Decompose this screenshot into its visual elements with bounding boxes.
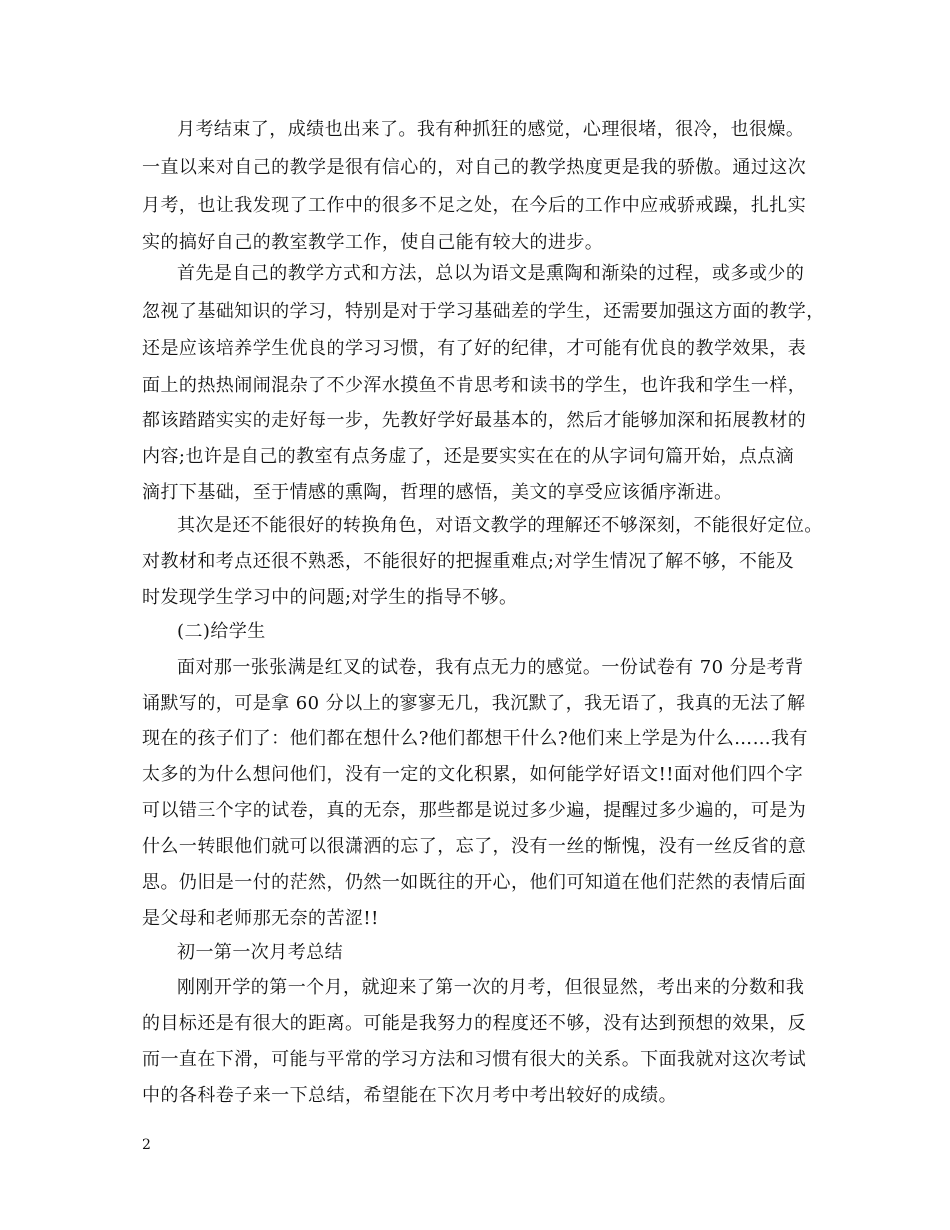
- text-line: 首先是自己的教学方式和方法，总以为语文是熏陶和渐染的过程，或多或少的: [177, 263, 805, 284]
- section-heading: (二)给学生: [177, 621, 266, 642]
- text-line: 太多的为什么想问他们，没有一定的文化积累，如何能学好语文!!面对他们四个字: [142, 764, 804, 785]
- text-line: 什么一转眼他们就可以很潇洒的忘了，忘了，没有一丝的惭愧，没有一丝反省的意: [142, 836, 807, 857]
- text-line: 还是应该培养学生优良的学习习惯，有了好的纪律，才可能有优良的教学效果，表: [142, 338, 807, 359]
- text-line: 内容;也许是自己的教室有点务虚了，还是要实实在在的从字词句篇开始，点点滴: [142, 446, 795, 467]
- text-line: 滴打下基础，至于情感的熏陶，哲理的感悟，美文的享受应该循序渐进。: [142, 482, 733, 503]
- text-line: 思。仍旧是一付的茫然，仍然一如既往的开心，他们可知道在他们茫然的表情后面: [142, 872, 807, 893]
- text-line: 中的各科卷子来一下总结，希望能在下次月考中考出较好的成绩。: [142, 1085, 678, 1106]
- text-line: 月考结束了，成绩也出来了。我有种抓狂的感觉，心理很堵，很冷，也很燥。: [177, 119, 805, 140]
- text-line: 实的搞好自己的教室教学工作，使自己能有较大的进步。: [142, 232, 604, 253]
- text-line: 可以错三个字的试卷，真的无奈，那些都是说过多少遍，提醒过多少遍的，可是为: [142, 800, 807, 821]
- text-line: 而一直在下滑，可能与平常的学习方法和习惯有很大的关系。下面我就对这次考试: [142, 1049, 807, 1070]
- text-line: 一直以来对自己的教学是很有信心的，对自己的教学热度更是我的骄傲。通过这次: [142, 157, 807, 178]
- text-line: 面对那一张张满是红叉的试卷，我有点无力的感觉。一份试卷有 70 分是考背: [177, 657, 804, 678]
- text-line: 是父母和老师那无奈的苦涩!!: [142, 908, 379, 929]
- text-line: 的目标还是有很大的距离。可能是我努力的程度还不够，没有达到预想的效果，反: [142, 1013, 807, 1034]
- section-heading: 初一第一次月考总结: [177, 942, 344, 963]
- text-line: 其次是还不能很好的转换角色，对语文教学的理解还不够深刻，不能很好定位。: [177, 515, 823, 536]
- text-line: 现在的孩子们了：他们都在想什么?他们都想干什么?他们来上学是为什么……我有: [142, 728, 808, 749]
- text-line: 刚刚开学的第一个月，就迎来了第一次的月考，但很显然，考出来的分数和我: [177, 977, 805, 998]
- text-line: 时发现学生学习中的问题;对学生的指导不够。: [142, 587, 518, 608]
- text-line: 面上的热热闹闹混杂了不少浑水摸鱼不肯思考和读书的学生，也许我和学生一样，: [142, 375, 807, 396]
- text-line: 都该踏踏实实的走好每一步，先教好学好最基本的，然后才能够加深和拓展教材的: [142, 410, 807, 431]
- text-line: 忽视了基础知识的学习，特别是对于学习基础差的学生，还需要加强这方面的教学，: [142, 301, 825, 322]
- text-line: 对教材和考点还很不熟悉，不能很好的把握重难点;对学生情况了解不够，不能及: [142, 551, 795, 572]
- page-number: 2: [142, 1137, 151, 1153]
- text-line: 月考，也让我发现了工作中的很多不足之处，在今后的工作中应戒骄戒躁，扎扎实: [142, 195, 807, 216]
- text-line: 诵默写的，可是拿 60 分以上的寥寥无几，我沉默了，我无语了，我真的无法了解: [142, 693, 806, 714]
